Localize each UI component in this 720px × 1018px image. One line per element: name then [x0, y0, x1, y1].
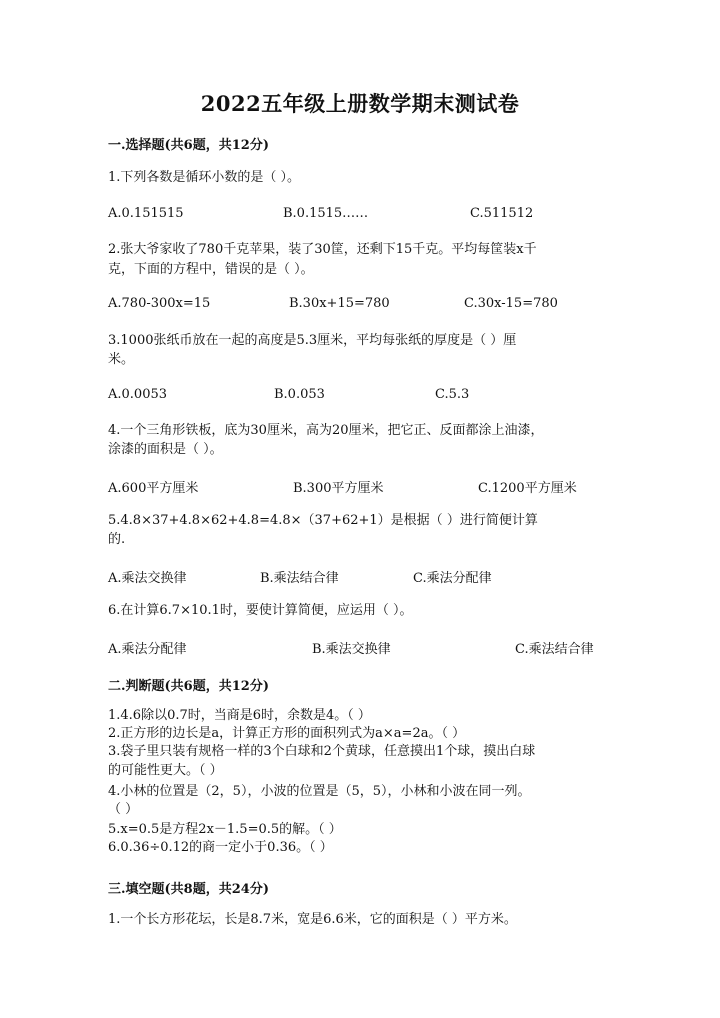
option-b: B.0.1515……: [283, 206, 369, 221]
option-c: C.乘法分配律: [413, 571, 492, 586]
judgement-item: 3.袋子里只装有规格一样的3个白球和2个黄球，任意摸出1个球，摸出白球: [108, 744, 536, 759]
option-a: A.乘法分配律: [108, 642, 187, 657]
question-text-cont: 克，下面的方程中，错误的是（ ）。: [108, 262, 314, 277]
option-a: A.0.151515: [108, 206, 184, 221]
option-a: A.600平方厘米: [108, 481, 199, 496]
question-text: 5.4.8×37+4.8×62+4.8=4.8×（37+62+1）是根据（ ）进行简便计算: [108, 513, 538, 528]
judgement-item-cont: （ ）: [108, 802, 139, 817]
option-b: B.30x+15=780: [289, 296, 390, 311]
question-text-cont: 米。: [108, 352, 135, 367]
question-text-cont: 涂漆的面积是（ ）。: [108, 442, 223, 457]
option-b: B.乘法交换律: [312, 642, 391, 657]
option-b: B.乘法结合律: [260, 571, 339, 586]
judgement-item: 2.正方形的边长是a，计算正方形的面积列式为a×a=2a。（ ）: [108, 726, 466, 741]
option-c: C.1200平方厘米: [478, 481, 577, 496]
option-c: C.乘法结合律: [515, 642, 594, 657]
option-a: A.0.0053: [108, 387, 168, 402]
judgement-item-cont: 的可能性更大。（ ）: [108, 763, 223, 778]
question-text: 6.在计算6.7×10.1时，要使计算简便，应运用（ ）。: [108, 603, 413, 618]
judgement-item: 6.0.36÷0.12的商一定小于0.36。（ ）: [108, 840, 333, 855]
option-b: B.0.053: [274, 387, 325, 402]
section-heading-fill: 三.填空题(共8题，共24分): [108, 882, 269, 897]
section-heading-judgement: 二.判断题(共6题，共12分): [108, 679, 269, 694]
judgement-item: 1.4.6除以0.7时，当商是6时，余数是4。（ ）: [108, 708, 371, 723]
option-c: C.5.3: [435, 387, 470, 402]
question-text: 1.下列各数是循环小数的是（ ）。: [108, 170, 301, 185]
judgement-item: 4.小林的位置是（2，5），小波的位置是（5，5），小林和小波在同一列。: [108, 784, 531, 799]
option-c: C.511512: [470, 206, 534, 221]
option-b: B.300平方厘米: [293, 481, 384, 496]
fill-question: 1.一个长方形花坛，长是8.7米，宽是6.6米，它的面积是（ ）平方米。: [108, 912, 517, 927]
page-title: 2022五年级上册数学期末测试卷: [200, 91, 520, 116]
judgement-item: 5.x=0.5是方程2x－1.5=0.5的解。（ ）: [108, 822, 342, 837]
question-text: 3.1000张纸币放在一起的高度是5.3厘米，平均每张纸的厚度是（ ）厘: [108, 333, 517, 348]
option-a: A.乘法交换律: [108, 571, 187, 586]
question-text-cont: 的.: [108, 532, 126, 547]
question-text: 4.一个三角形铁板，底为30厘米，高为20厘米，把它正、反面都涂上油漆，: [108, 423, 544, 438]
option-a: A.780-300x=15: [108, 296, 211, 311]
section-heading-choice: 一.选择题(共6题，共12分): [108, 138, 269, 153]
option-c: C.30x-15=780: [464, 296, 558, 311]
question-text: 2.张大爷家收了780千克苹果，装了30筐，还剩下15千克。平均每筐装x千: [108, 242, 537, 257]
